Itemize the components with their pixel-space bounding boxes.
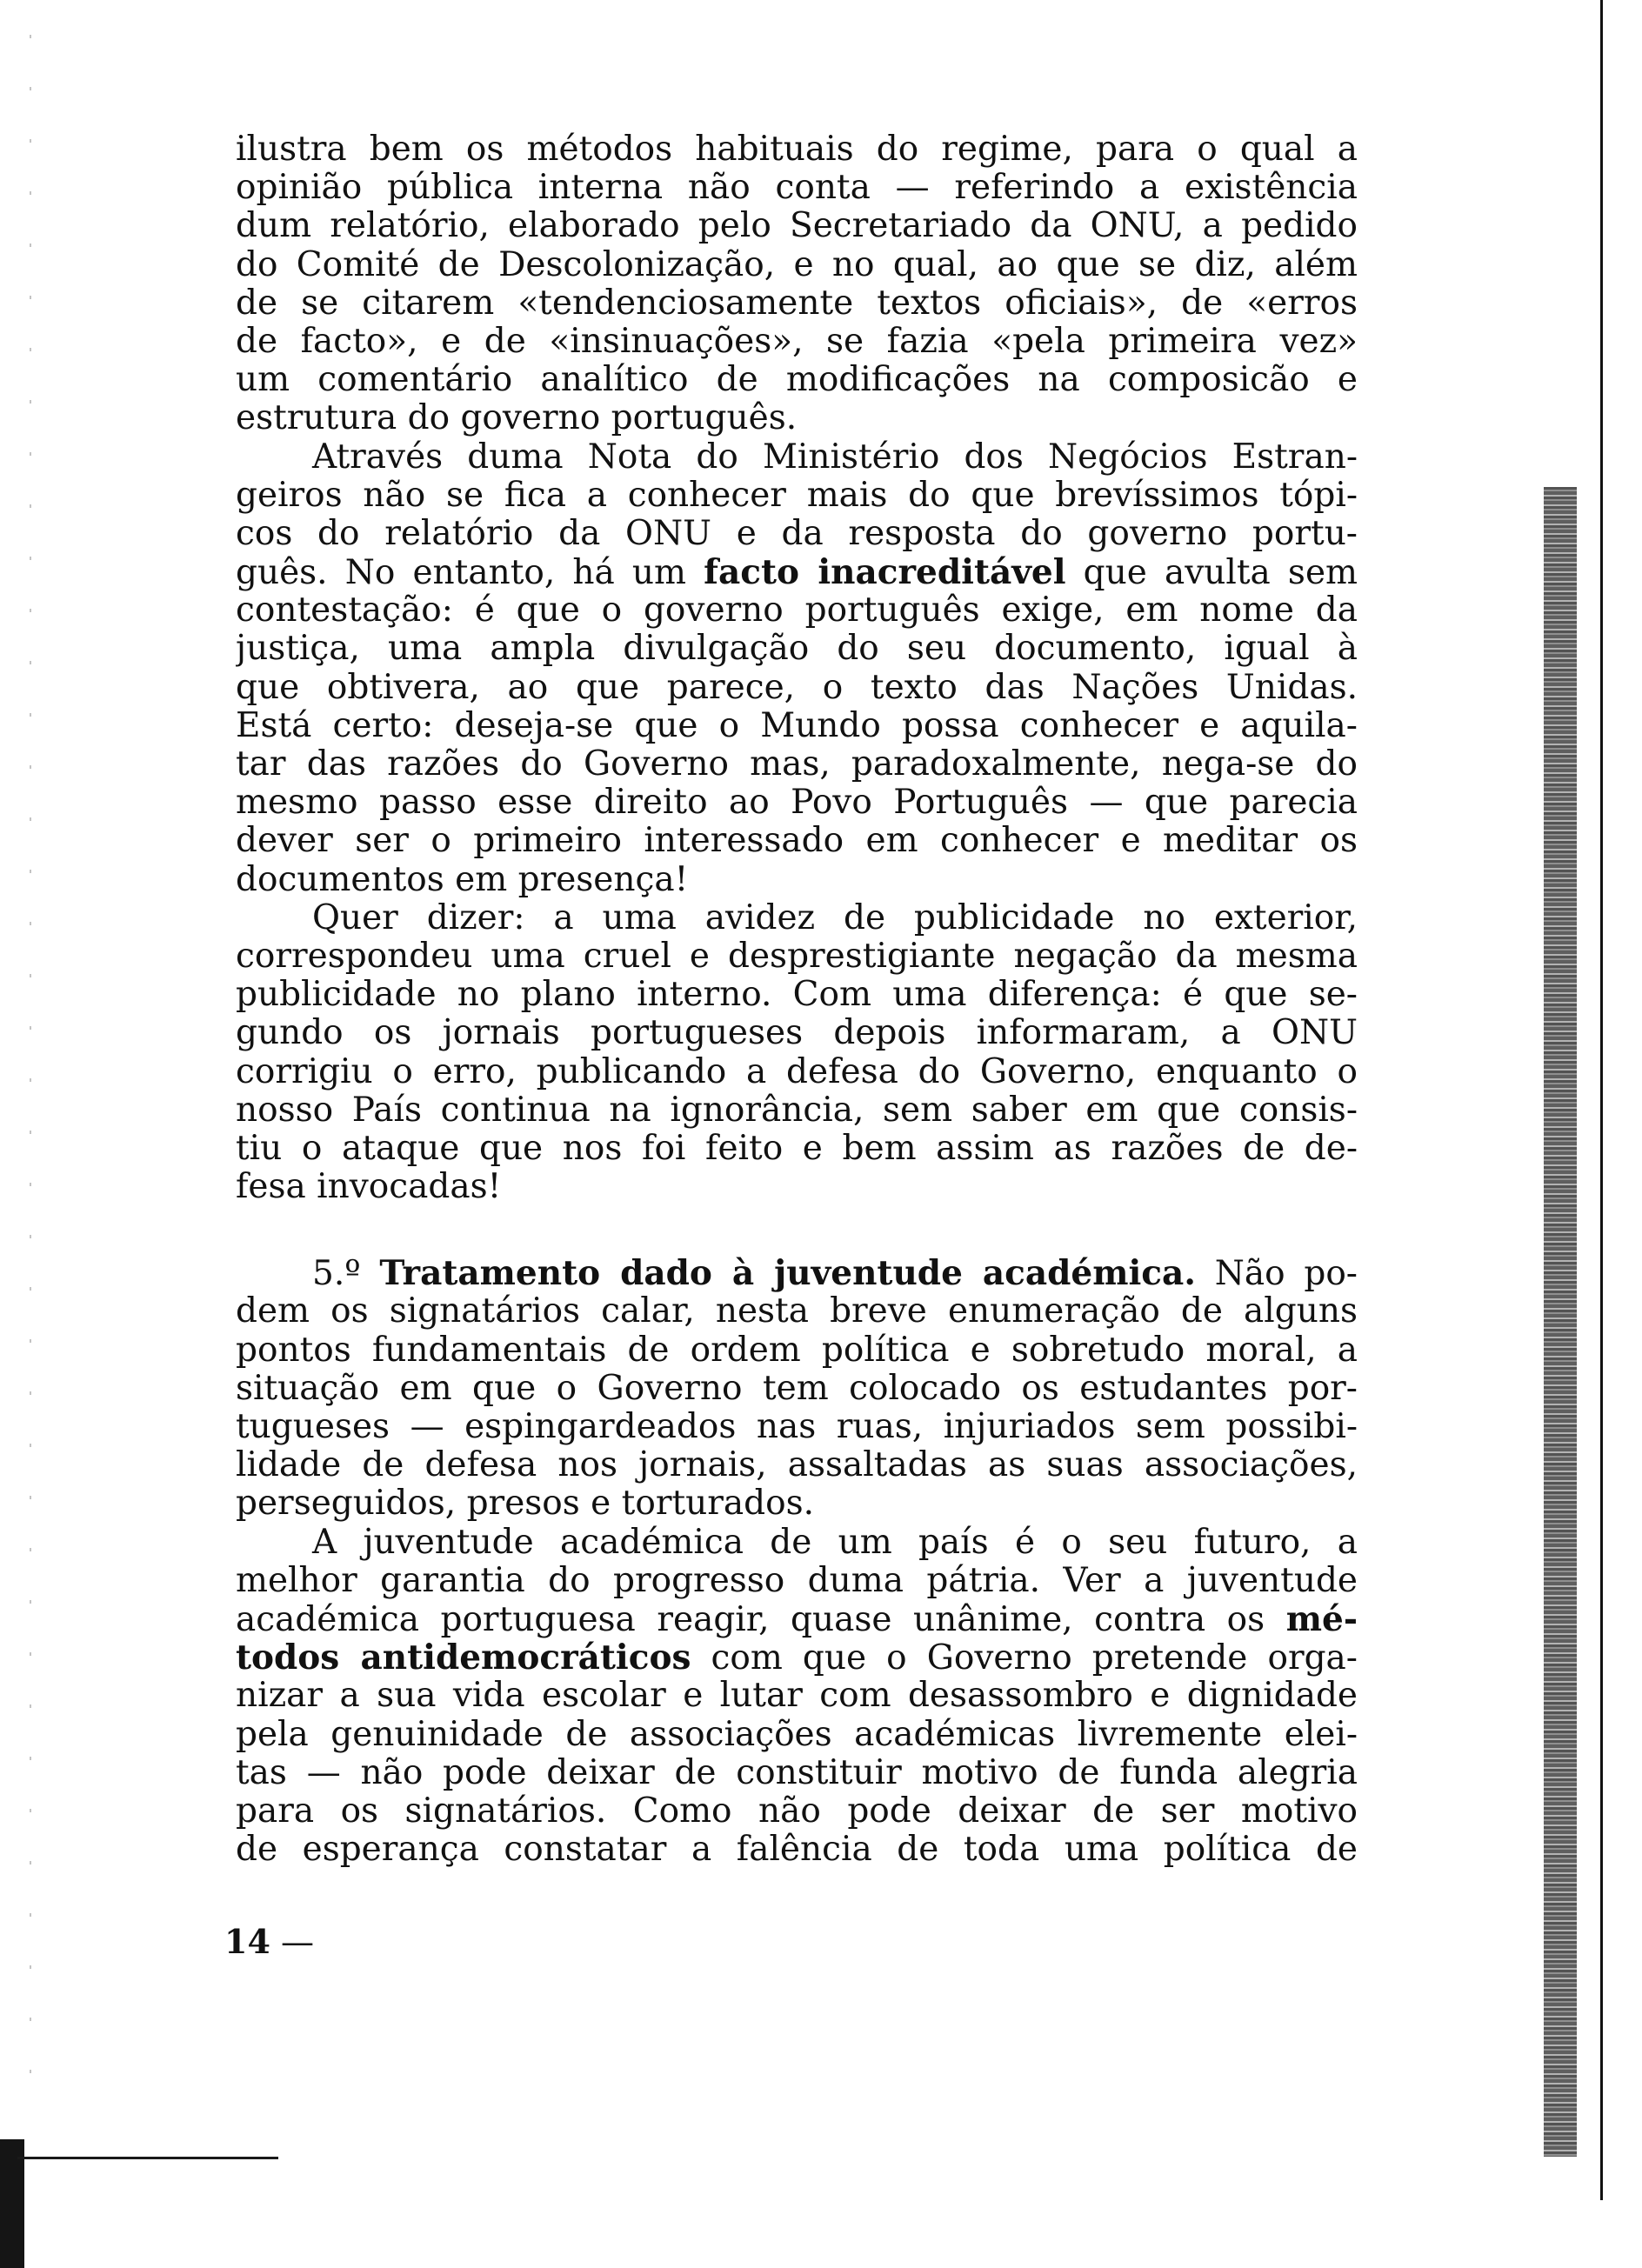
text-line: dever ser o primeiro interessado em conhecer e meditar os (236, 822, 1358, 861)
text-line: pela genuinidade de associações académicas livremente elei- (236, 1715, 1358, 1754)
section-number: 5.º (312, 1254, 361, 1293)
text-line-with-emphasis (236, 1638, 1358, 1677)
section-heading-line (236, 1254, 1358, 1292)
text-line: justiça, uma ampla divulgação do seu documento, igual à (236, 630, 1358, 669)
text-line: ilustra bem os métodos habituais do regime, para o qual a (236, 130, 1358, 169)
scan-left-dots (30, 35, 31, 2105)
body-text (236, 130, 1358, 1869)
text-fragment: guês. No entanto, há um (236, 553, 704, 592)
emphasis-text: facto inacreditável (704, 553, 1066, 592)
text-line: dum relatório, elaborado pelo Secretariado da ONU, a pedido (236, 207, 1358, 246)
text-line: pontos fundamentais de ordem política e sobretudo moral, a (236, 1331, 1358, 1370)
text-line: perseguidos, presos e torturados. (236, 1484, 814, 1524)
text-fragment: académica portuguesa reagir, quase unânime, contra os (236, 1599, 1286, 1639)
text-fragment: com que o Governo pretende orga- (691, 1638, 1358, 1678)
page-number: 14 (224, 1922, 270, 1961)
text-line: geiros não se fica a conhecer mais do que brevíssimos tópi- (236, 476, 1358, 515)
text-line: para os signatários. Como não pode deixar de ser motivo (236, 1791, 1358, 1831)
section-heading: Tratamento dado à juventude académica. (379, 1254, 1196, 1293)
text-line: Através duma Nota do Ministério dos Negócios Estran- (312, 437, 1358, 477)
text-fragment: que avulta sem (1065, 553, 1358, 592)
text-line: situação em que o Governo tem colocado os estudantes por- (236, 1369, 1358, 1408)
emphasis-text: todos antidemocráticos (236, 1638, 691, 1678)
text-line: tugueses — espingardeados nas ruas, injuriados sem possibi- (236, 1408, 1358, 1446)
text-line: dem os signatários calar, nesta breve enumeração de alguns (236, 1292, 1358, 1331)
text-line-with-emphasis (236, 1600, 1358, 1638)
scan-edge-shadow (1544, 487, 1577, 2157)
text-line: nizar a sua vida escolar e lutar com desassombro e dignidade (236, 1677, 1358, 1716)
text-line: melhor garantia do progresso duma pátria. Ver a juventude (236, 1561, 1358, 1600)
text-line: cos do relatório da ONU e da resposta do governo portu- (236, 514, 1358, 553)
page-footer (224, 1922, 314, 1961)
text-fragment: Não po- (1195, 1254, 1358, 1293)
text-line: tas — não pode deixar de constituir motivo de funda alegria (236, 1753, 1358, 1792)
text-line: do Comité de Descolonização, e no qual, ao que se diz, além (236, 245, 1358, 284)
text-line: nosso País continua na ignorância, sem saber em que consis- (236, 1091, 1358, 1130)
footer-dash: — (270, 1923, 314, 1961)
text-line: tiu o ataque que nos foi feito e bem assim as razões de de- (236, 1129, 1358, 1168)
text-line: Está certo: deseja-se que o Mundo possa conhecer e aquila- (236, 706, 1358, 745)
text-line: documentos em presença! (236, 860, 689, 899)
text-line: de se citarem «tendenciosamente textos oficiais», de «erros (236, 284, 1358, 323)
text-line: corrigiu o erro, publicando a defesa do Governo, enquanto o (236, 1052, 1358, 1091)
text-line: publicidade no plano interno. Com uma diferença: é que se- (236, 976, 1358, 1015)
text-line: Quer dizer: a uma avidez de publicidade no exterior, (312, 898, 1358, 937)
text-line: que obtivera, ao que parece, o texto das Nações Unidas. (236, 668, 1358, 707)
section-gap (236, 1206, 1358, 1254)
text-line: um comentário analítico de modificações na composicão e (236, 361, 1358, 400)
text-line: de esperança constatar a falência de toda uma política de (236, 1831, 1358, 1870)
text-line: contestação: é que o governo português exige, em nome da (236, 591, 1358, 630)
text-line: estrutura do governo português. (236, 399, 798, 438)
text-line: correspondeu uma cruel e desprestigiante negação da mesma (236, 937, 1358, 976)
text-line: A juventude académica de um país é o seu futuro, a (312, 1523, 1358, 1562)
text-line: mesmo passo esse direito ao Povo Português — que parecia (236, 784, 1358, 823)
scan-edge-line (1600, 0, 1603, 2200)
text-line: de facto», e de «insinuações», se fazia «pela primeira vez» (236, 322, 1358, 361)
text-line: tar das razões do Governo mas, paradoxalmente, nega-se do (236, 745, 1358, 784)
text-line: fesa invocadas! (236, 1168, 502, 1207)
text-line: lidade de defesa nos jornais, assaltadas as suas associações, (236, 1446, 1358, 1485)
scan-bottom-mark (17, 2157, 278, 2159)
text-line: opinião pública interna não conta — referindo a existência (236, 169, 1358, 208)
emphasis-text: mé- (1285, 1599, 1358, 1639)
text-line-with-emphasis (236, 553, 1358, 591)
text-line: gundo os jornais portugueses depois informaram, a ONU (236, 1014, 1358, 1053)
